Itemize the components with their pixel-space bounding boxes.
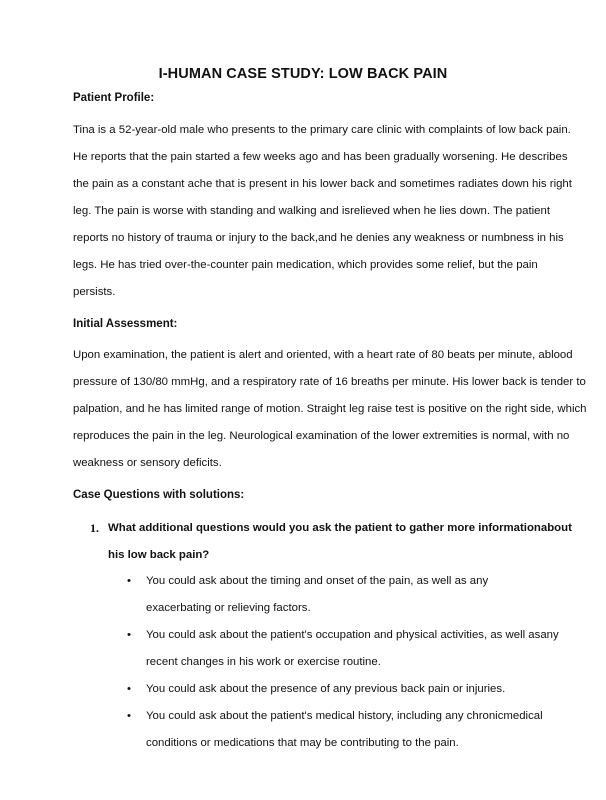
paragraph-line: legs. He has tried over-the-counter pain medication, which provides some relief, but the pain (73, 259, 538, 271)
paragraph-line: persists. (73, 286, 116, 298)
answer-text (146, 622, 559, 676)
patient-profile-heading: Patient Profile: (73, 92, 155, 104)
paragraph-line: reports no history of trauma or injury to the back,and he denies any weakness or numbness in his (73, 232, 564, 244)
answer-text (146, 676, 505, 703)
paragraph-line: reproduces the pain in the leg. Neurological examination of the lower extremities is normal, with no (73, 430, 570, 442)
paragraph-line: Tina is a 52-year-old male who presents to the primary care clinic with complaints of low back pain. (73, 124, 571, 136)
answer-text (146, 568, 488, 622)
paragraph-line: pressure of 130/80 mmHg, and a respiratory rate of 16 breaths per minute. His lower back is tender to (73, 376, 586, 388)
bullet-icon: • (127, 629, 131, 641)
answer-line: You could ask about the timing and onset of the pain, as well as any (146, 575, 489, 587)
question-text (108, 515, 572, 569)
question-line: his low back pain? (108, 549, 210, 561)
answer-line: exacerbating or relieving factors. (146, 602, 311, 614)
bullet-icon: • (127, 575, 131, 587)
paragraph-line: Upon examination, the patient is alert and oriented, with a heart rate of 80 beats per minute, ablood (73, 349, 573, 361)
question-line: What additional questions would you ask the patient to gather more informationabout (108, 522, 572, 534)
answer-line: You could ask about the patient's medical history, including any chronicmedical (146, 710, 543, 722)
answer-line: You could ask about the patient's occupation and physical activities, as well asany (146, 629, 559, 641)
bullet-icon: • (127, 683, 131, 695)
paragraph-line: leg. The pain is worse with standing and walking and isrelieved when he lies down. The patient (73, 205, 551, 217)
answer-line: recent changes in his work or exercise routine. (146, 656, 381, 668)
patient-profile-paragraph (73, 117, 572, 306)
paragraph-line: palpation, and he has limited range of motion. Straight leg raise test is positive on the right side, which (73, 403, 587, 415)
paragraph-line: weakness or sensory deficits. (73, 457, 222, 469)
answer-text (146, 703, 543, 757)
case-questions-heading: Case Questions with solutions: (73, 489, 245, 501)
initial-assessment-paragraph (73, 342, 587, 477)
paragraph-line: the pain as a constant ache that is present in his lower back and sometimes radiates down his right (73, 178, 572, 190)
page-title: I-HUMAN CASE STUDY: LOW BACK PAIN (158, 66, 448, 82)
bullet-icon: • (127, 710, 131, 722)
paragraph-line: He reports that the pain started a few weeks ago and has been gradually worsening. He describes (73, 151, 568, 163)
answer-line: You could ask about the presence of any previous back pain or injuries. (146, 683, 506, 695)
answer-line: conditions or medications that may be contributing to the pain. (146, 737, 459, 749)
question-number: 1. (90, 521, 99, 535)
initial-assessment-heading: Initial Assessment: (73, 318, 178, 330)
